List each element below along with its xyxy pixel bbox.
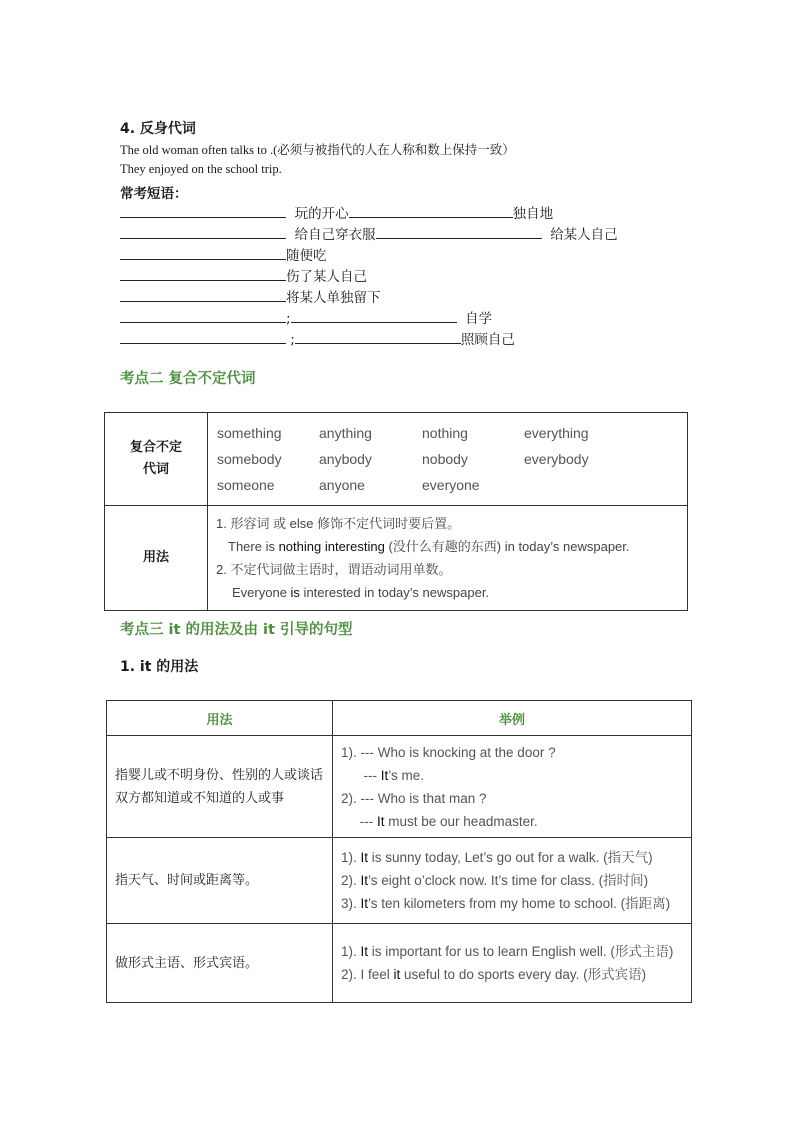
pronoun-word: something (217, 425, 282, 441)
column-header-usage: 用法 (107, 701, 333, 736)
subheading-it-usage: 1. it 的用法 (120, 659, 199, 675)
usage-cell (208, 506, 688, 611)
answer-blank[interactable] (120, 267, 286, 281)
separator: ; (290, 332, 295, 348)
examples-cell (333, 924, 692, 1003)
phrase-cn: 伤了某人自己 (286, 269, 367, 285)
pronoun-word: everything (524, 425, 589, 441)
example-line: 2). It’s eight o’clock now. It’s time for class. (指时间) (341, 873, 649, 888)
example-sentence-2: They enjoyed on the school trip. (120, 162, 282, 176)
usage-rule: 1. 形容词 或 else 修饰不定代词时要后置。 (216, 516, 461, 531)
it-usage-table (106, 700, 692, 1003)
pronoun-word: anyone (319, 477, 365, 493)
answer-blank[interactable] (120, 246, 286, 260)
example-line: --- It must be our headmaster. (341, 813, 538, 829)
indefinite-pronoun-table (104, 412, 688, 611)
examples-cell (333, 736, 692, 838)
phrase-cn: 给某人自己 (550, 227, 618, 243)
phrase-cn: 独自地 (512, 206, 554, 222)
pronoun-word: someone (217, 477, 275, 493)
phrase-line (120, 265, 367, 285)
answer-blank[interactable] (120, 309, 286, 323)
separator: ; (286, 311, 291, 327)
usage-example: Everyone is interested in today’s newspaper. (232, 585, 490, 600)
examples-cell (333, 838, 692, 924)
phrase-line (120, 286, 381, 306)
pronoun-word: anybody (319, 451, 372, 467)
column-header-examples: 举例 (333, 701, 692, 736)
answer-blank[interactable] (349, 204, 513, 218)
phrase-line (120, 202, 553, 222)
pronoun-grid-cell (208, 413, 688, 506)
answer-blank[interactable] (120, 330, 286, 344)
example-line: 1). It is important for us to learn English well. (形式主语) (341, 944, 674, 959)
phrases-heading: 常考短语： (120, 186, 188, 202)
phrase-cn: 随便吃 (286, 248, 327, 264)
example-line: --- It’s me. (341, 767, 425, 783)
phrase-line (120, 223, 618, 243)
answer-blank[interactable] (120, 225, 286, 239)
phrase-line (120, 244, 327, 264)
phrase-cn: 将某人单独留下 (286, 290, 381, 306)
section-heading: 4. 反身代词 (120, 121, 196, 137)
usage-example: There is nothing interesting (没什么有趣的东西) in today’s newspaper. (228, 539, 630, 554)
example-line: 3). It’s ten kilometers from my home to school. (指距离) (341, 896, 671, 911)
pronoun-word: somebody (217, 451, 282, 467)
pronoun-word: nothing (422, 425, 468, 441)
pronoun-word: everyone (422, 477, 480, 493)
phrase-line (120, 307, 492, 327)
phrase-cn: 给自己穿衣服 (294, 227, 376, 243)
pronoun-word: nobody (422, 451, 468, 467)
row-label: 用法 (105, 506, 208, 611)
phrase-cn: 自学 (465, 311, 493, 327)
usage-description: 指婴儿或不明身份、性别的人或谈话双方都知道或不知道的人或事 (107, 736, 333, 838)
usage-description: 指天气、时间或距离等。 (107, 838, 333, 924)
answer-blank[interactable] (376, 225, 542, 239)
usage-rule: 2. 不定代词做主语时，谓语动词用单数。 (216, 562, 452, 577)
example-line: 1). It is sunny today, Let’s go out for a walk. (指天气) (341, 850, 653, 865)
phrase-cn: 玩的开心 (294, 206, 349, 222)
answer-blank[interactable] (120, 204, 286, 218)
point-two-title: 考点二 复合不定代词 (120, 371, 256, 387)
pronoun-word: anything (319, 425, 372, 441)
row-label: 复合不定代词 (105, 413, 208, 506)
pronoun-word: everybody (524, 451, 589, 467)
answer-blank[interactable] (291, 309, 457, 323)
point-three-title: 考点三 it 的用法及由 it 引导的句型 (120, 622, 353, 638)
phrase-cn: 照顾自己 (460, 332, 515, 348)
pronoun-grid (209, 419, 686, 499)
phrase-line (120, 328, 515, 348)
example-sentence-1: The old woman often talks to .(必须与被指代的人在人称和数上保持一致） (120, 143, 515, 157)
example-line: 2). --- Who is that man ? (341, 790, 487, 806)
answer-blank[interactable] (295, 330, 461, 344)
example-line: 1). --- Who is knocking at the door ? (341, 744, 556, 760)
usage-description: 做形式主语、形式宾语。 (107, 924, 333, 1003)
example-line: 2). I feel it useful to do sports every day. (形式宾语) (341, 967, 647, 982)
answer-blank[interactable] (120, 288, 286, 302)
